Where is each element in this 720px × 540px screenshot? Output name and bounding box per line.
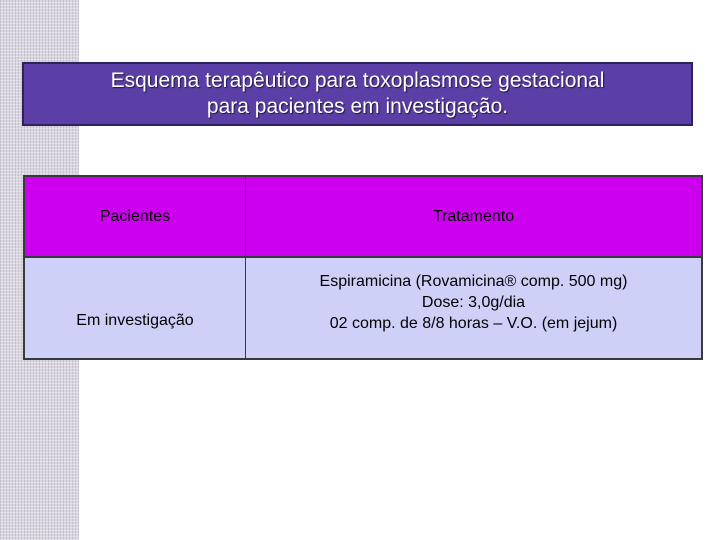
- treatment-table: [23, 175, 703, 360]
- title-line-1: Esquema terapêutico para toxoplasmose gestacional: [110, 69, 605, 92]
- treatment-line-dose: Dose: 3,0g/dia: [421, 293, 526, 311]
- header-tratamento: Tratamento: [246, 177, 701, 258]
- patient-cell: Em investigação: [25, 258, 246, 358]
- treatment-line-schedule: 02 comp. de 8/8 horas – V.O. (em jejum): [329, 314, 618, 332]
- header-pacientes: Pacientes: [25, 177, 246, 258]
- treatment-cell: [246, 258, 701, 358]
- treatment-line-drug: Espiramicina (Rovamicina® comp. 500 mg): [319, 272, 628, 290]
- title-line-2: para pacientes em investigação.: [206, 95, 509, 118]
- slide-title: [22, 62, 693, 126]
